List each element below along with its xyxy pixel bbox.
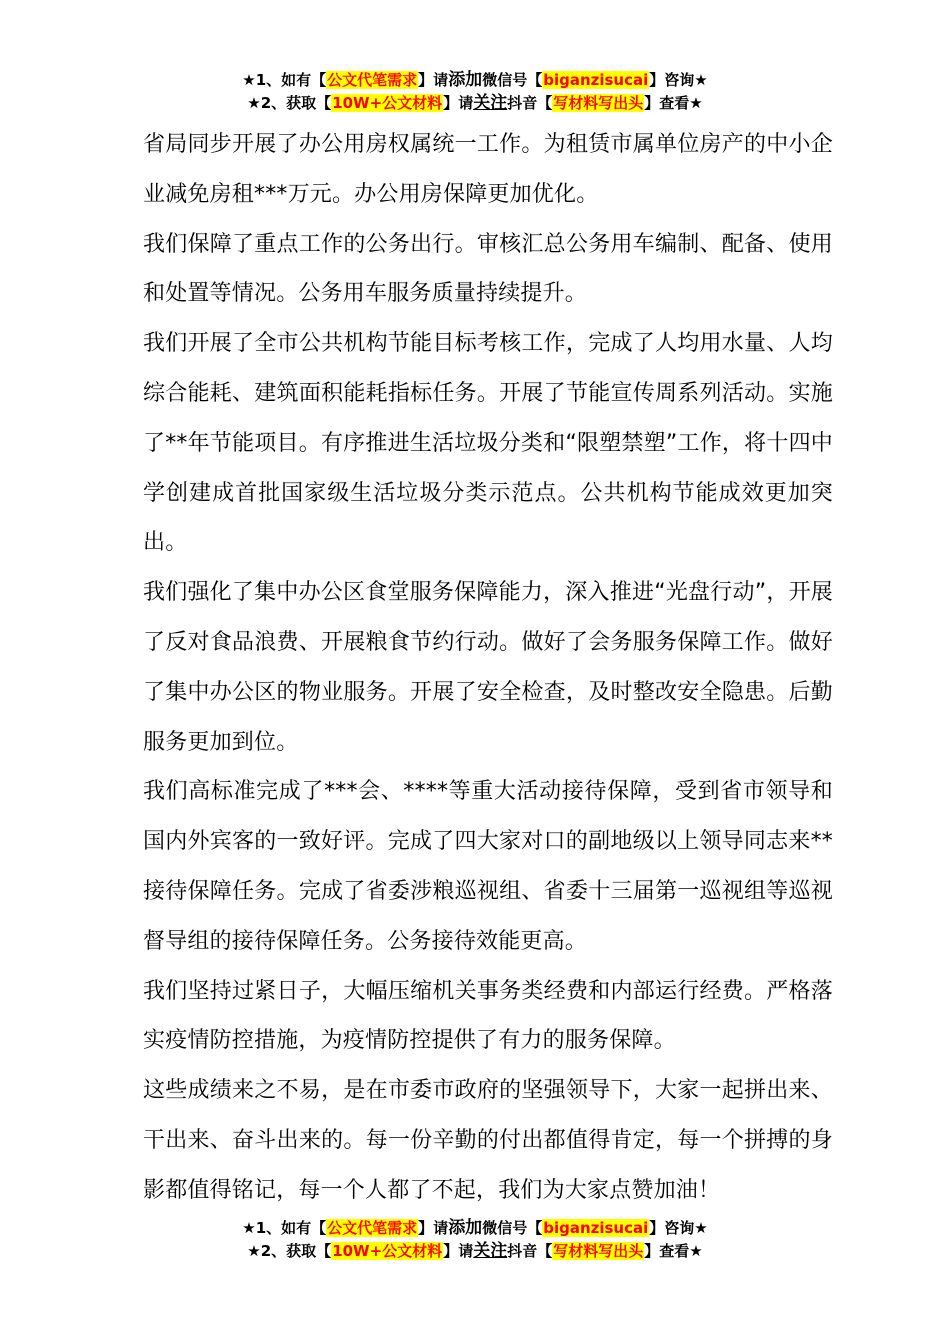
- paragraph: 这些成绩来之不易，是在市委市政府的坚强领导下，大家一起拼出来、干出来、奋斗出来的。每一份辛勤的付出都值得肯定，每一个拼搏的身影都值得铭记，每一个人都了不起，我们为大家点赞加油！: [143, 1078, 833, 1203]
- banner-text: 】请: [443, 94, 474, 112]
- banner-emphasis: 关注: [473, 93, 508, 113]
- banner-text: ★1、如有【: [242, 1219, 327, 1237]
- banner-text: 】查看★: [644, 94, 703, 112]
- wechat-id-highlight: biganzisucai: [543, 71, 649, 89]
- banner-emphasis: 添加: [448, 70, 483, 90]
- paragraph: 我们高标准完成了***会、****等重大活动接待保障，受到省市领导和国内外宾客的一致好评。完成了四大家对口的副地级以上领导同志来**接待保障任务。完成了省委涉粮巡视组、省委十三届第一巡视组等巡视督导组的接待保障任务。公务接待效能更高。: [143, 779, 833, 954]
- banner-emphasis: 关注: [473, 1241, 508, 1261]
- paragraph: 我们强化了集中办公区食堂服务保障能力，深入推进“光盘行动”，开展了反对食品浪费、开展粮食节约行动。做好了会务服务保障工作。做好了集中办公区的物业服务。开展了安全检查，及时整改安全隐患。后勤服务更加到位。: [143, 580, 833, 755]
- paragraph: 我们保障了重点工作的公务出行。审核汇总公务用车编制、配备、使用和处置等情况。公务用车服务质量持续提升。: [143, 231, 833, 307]
- banner-highlight: 10W+公文材料: [332, 94, 443, 112]
- banner-text: 】咨询★: [649, 1219, 708, 1237]
- banner-text: 】咨询★: [649, 71, 708, 89]
- document-body: [143, 120, 833, 1216]
- banner-line-1: [0, 69, 950, 92]
- banner-text: ★1、如有【: [242, 71, 327, 89]
- footer-banner: [0, 1217, 950, 1263]
- banner-text: 】请: [443, 1242, 474, 1260]
- banner-text: 微信号【: [482, 1219, 543, 1237]
- banner-text: 微信号【: [482, 71, 543, 89]
- banner-text: 】请: [418, 71, 449, 89]
- header-banner: [0, 69, 950, 115]
- banner-text: 抖音【: [507, 1242, 553, 1260]
- banner-highlight: 公文代笔需求: [327, 71, 418, 89]
- banner-text: ★2、获取【: [247, 1242, 332, 1260]
- paragraph: 我们坚持过紧日子，大幅压缩机关事务类经费和内部运行经费。严格落实疫情防控措施，为疫情防控提供了有力的服务保障。: [143, 978, 833, 1054]
- banner-emphasis: 添加: [448, 1218, 483, 1238]
- banner-line-2: [0, 92, 950, 115]
- paragraph: 省局同步开展了办公用房权属统一工作。为租赁市属单位房产的中小企业减免房租***万元。办公用房保障更加优化。: [143, 132, 833, 207]
- banner-text: 】请: [418, 1219, 449, 1237]
- banner-text: ★2、获取【: [247, 94, 332, 112]
- banner-text: 】查看★: [644, 1242, 703, 1260]
- banner-highlight: 10W+公文材料: [332, 1242, 443, 1260]
- douyin-account-highlight: 写材料写出头: [553, 94, 644, 112]
- wechat-id-highlight: biganzisucai: [543, 1219, 649, 1237]
- paragraph: 我们开展了全市公共机构节能目标考核工作，完成了人均用水量、人均综合能耗、建筑面积能耗指标任务。开展了节能宣传周系列活动。实施了**年节能项目。有序推进生活垃圾分类和“限塑禁塑”工作，将十四中学创建成首批国家级生活垃圾分类示范点。公共机构节能成效更加突出。: [143, 331, 833, 556]
- banner-highlight: 公文代笔需求: [327, 1219, 418, 1237]
- banner-text: 抖音【: [507, 94, 553, 112]
- banner-line-1: [0, 1217, 950, 1240]
- douyin-account-highlight: 写材料写出头: [553, 1242, 644, 1260]
- banner-line-2: [0, 1240, 950, 1263]
